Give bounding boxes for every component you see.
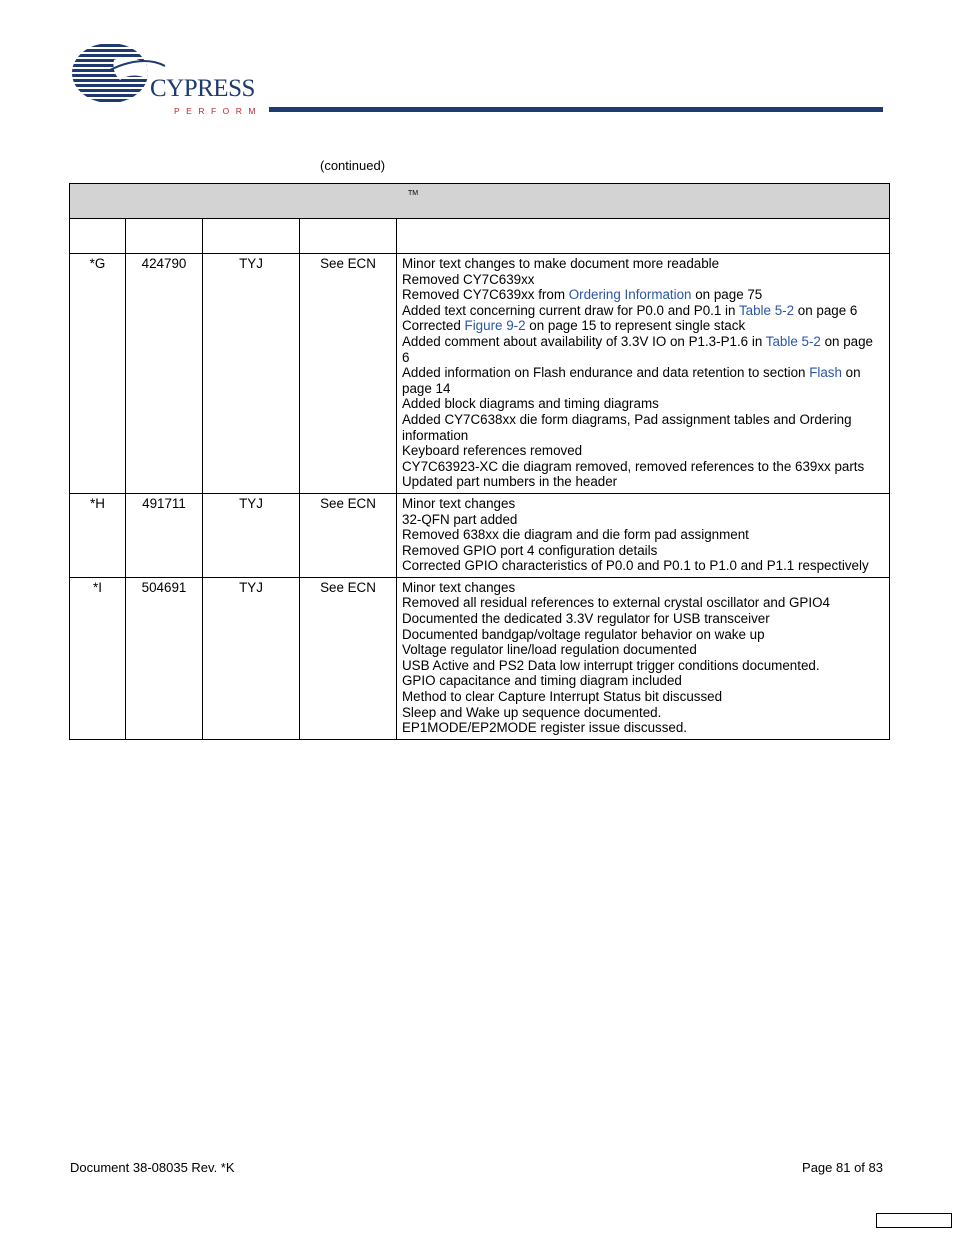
description-text: Added comment about availability of 3.3V IO on P1.3-P1.6 in: [402, 333, 766, 349]
description-text: GPIO capacitance and timing diagram included: [402, 673, 682, 689]
description-line: [402, 443, 883, 459]
cross-reference-link[interactable]: Table 5-2: [765, 333, 821, 349]
cross-reference-link[interactable]: Flash: [809, 365, 842, 381]
description-line: [402, 272, 883, 288]
header-cell-rev: [70, 219, 126, 254]
header-cell-origin: [203, 219, 300, 254]
description-line: [402, 334, 883, 365]
description-line: [402, 705, 883, 721]
feedback-box[interactable]: [876, 1213, 952, 1228]
description-text: Corrected GPIO characteristics of P0.0 and P0.1 to P1.0 and P1.1 respectively: [402, 558, 869, 574]
description-line: [402, 459, 883, 475]
rev-cell: *G: [70, 254, 126, 494]
svg-text:PERFORM: PERFORM: [174, 106, 255, 116]
description-text: on page 15 to represent single stack: [525, 318, 746, 334]
description-text: Method to clear Capture Interrupt Status bit discussed: [402, 689, 723, 705]
svg-text:CYPRESS: CYPRESS: [150, 75, 255, 102]
description-text: on page 75: [691, 287, 763, 303]
table-row: [70, 577, 890, 739]
description-line: [402, 318, 883, 334]
header-cell-date: [300, 219, 397, 254]
description-line: [402, 527, 883, 543]
description-text: Removed CY7C639xx: [402, 271, 535, 287]
header-cell-description: [397, 219, 890, 254]
description-text: CY7C63923-XC die diagram removed, removed references to the 639xx parts: [402, 458, 865, 474]
description-text: on page 14: [402, 365, 861, 396]
header-cell-ecn: [126, 219, 203, 254]
description-line: [402, 580, 883, 596]
description-line: [402, 627, 883, 643]
description-line: [402, 396, 883, 412]
description-text: Added information on Flash endurance and data retention to section: [402, 365, 810, 381]
description-text: Updated part numbers in the header: [402, 474, 618, 490]
date-cell: See ECN: [300, 493, 397, 577]
date-cell: See ECN: [300, 254, 397, 494]
origin-cell: TYJ: [203, 577, 300, 739]
description-line: [402, 412, 883, 443]
description-line: [402, 673, 883, 689]
description-line: [402, 256, 883, 272]
ecn-cell: 424790: [126, 254, 203, 494]
description-text: Added text concerning current draw for P0.0 and P0.1 in: [402, 302, 739, 318]
description-line: [402, 658, 883, 674]
description-text: Keyboard references removed: [402, 443, 583, 459]
ecn-cell: 491711: [126, 493, 203, 577]
cypress-logo: [70, 40, 255, 120]
description-line: [402, 543, 883, 559]
description-text: EP1MODE/EP2MODE register issue discussed.: [402, 720, 688, 736]
description-text: Minor text changes: [402, 495, 516, 511]
description-text: Voltage regulator line/load regulation documented: [402, 642, 697, 658]
origin-cell: TYJ: [203, 493, 300, 577]
origin-cell: TYJ: [203, 254, 300, 494]
table-title-row: [70, 184, 890, 219]
description-line: [402, 365, 883, 396]
description-line: [402, 512, 883, 528]
description-cell: [397, 254, 890, 494]
cross-reference-link[interactable]: Table 5-2: [738, 302, 795, 318]
description-text: Removed CY7C639xx from: [402, 287, 569, 303]
rev-cell: *H: [70, 493, 126, 577]
description-line: [402, 595, 883, 611]
header-rule: [269, 107, 883, 112]
description-text: 32-QFN part added: [402, 511, 518, 527]
description-text: Removed GPIO port 4 configuration details: [402, 542, 658, 558]
description-text: on page 6: [402, 333, 873, 365]
description-text: Added block diagrams and timing diagrams: [402, 396, 659, 412]
cross-reference-link[interactable]: Ordering Information: [568, 287, 692, 303]
description-cell: [397, 493, 890, 577]
description-line: [402, 558, 883, 574]
description-text: Documented the dedicated 3.3V regulator for USB transceiver: [402, 611, 770, 627]
description-line: [402, 720, 883, 736]
continued-label: (continued): [320, 158, 386, 173]
description-text: Minor text changes: [402, 579, 516, 595]
description-line: [402, 642, 883, 658]
description-text: Corrected: [402, 318, 465, 334]
description-line: [402, 303, 883, 319]
description-line: [402, 287, 883, 303]
date-cell: See ECN: [300, 577, 397, 739]
description-text: USB Active and PS2 Data low interrupt trigger conditions documented.: [402, 657, 820, 673]
page-number: Page 81 of 83: [802, 1160, 883, 1175]
description-text: Added CY7C638xx die form diagrams, Pad assignment tables and Ordering information: [402, 411, 852, 443]
rev-cell: *I: [70, 577, 126, 739]
description-line: [402, 496, 883, 512]
description-text: on page 6: [794, 302, 858, 318]
description-text: Sleep and Wake up sequence documented.: [402, 704, 662, 720]
revision-history-table: [69, 183, 890, 740]
document-number: Document 38-08035 Rev. *K: [70, 1160, 235, 1175]
table-title-cell: [70, 184, 890, 219]
ecn-cell: 504691: [126, 577, 203, 739]
column-header-row: [70, 219, 890, 254]
description-text: Documented bandgap/voltage regulator behavior on wake up: [402, 626, 765, 642]
table-row: [70, 493, 890, 577]
description-line: [402, 689, 883, 705]
description-line: [402, 474, 883, 490]
table-body: [70, 254, 890, 740]
description-line: [402, 611, 883, 627]
description-text: Minor text changes to make document more readable: [402, 256, 720, 271]
description-text: Removed all residual references to external crystal oscillator and GPIO4: [402, 595, 830, 611]
cross-reference-link[interactable]: Figure 9-2: [464, 318, 526, 334]
description-cell: [397, 577, 890, 739]
trademark-mark: TM: [408, 190, 419, 197]
table-row: [70, 254, 890, 494]
description-text: Removed 638xx die diagram and die form pad assignment: [402, 527, 749, 543]
